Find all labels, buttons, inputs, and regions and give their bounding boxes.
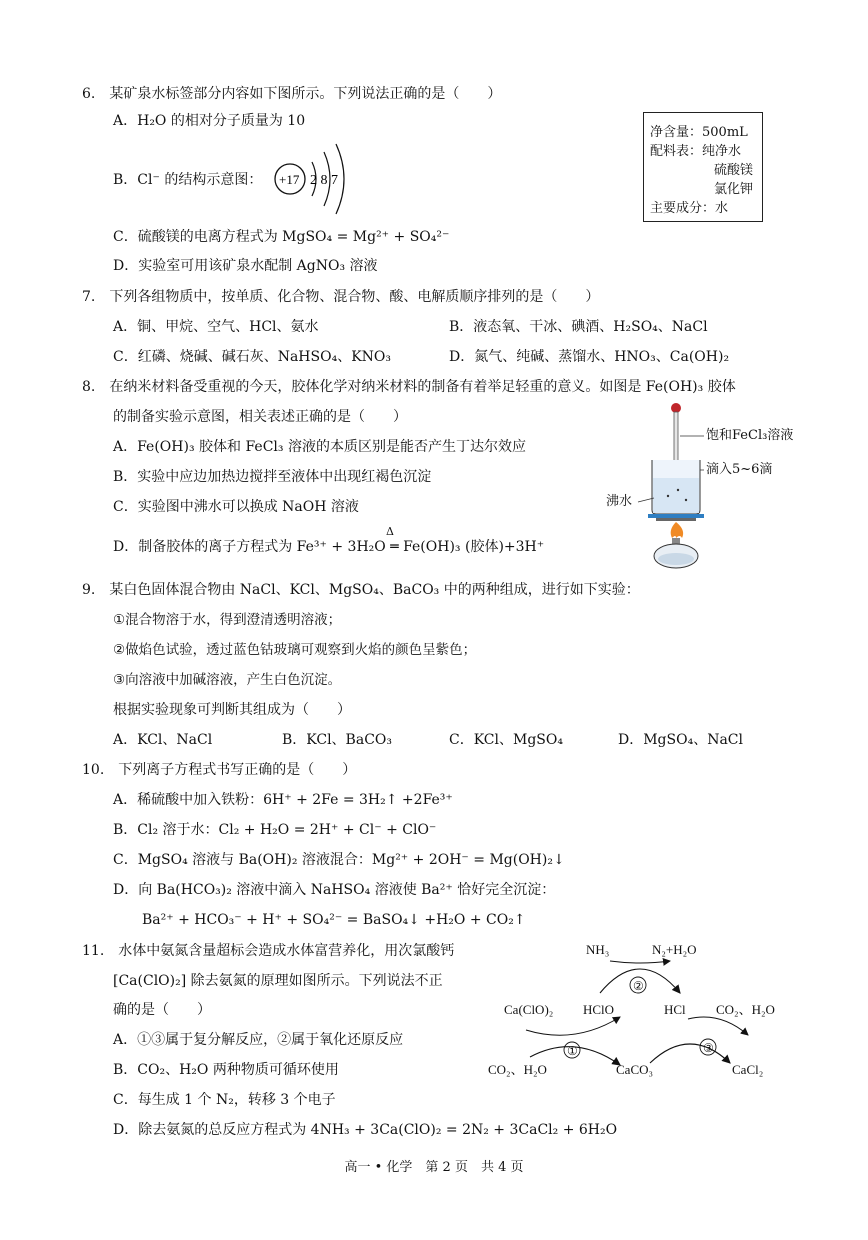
q10-option-a: A．稀硫酸中加入铁粉：6H⁺ + 2Fe = 3H₂↑ +2Fe³⁺ (113, 792, 453, 808)
figure-label-boiling-water: 沸水 (606, 494, 633, 509)
nucleus-charge: +17 (279, 172, 300, 187)
q9-step-3: ③向溶液中加碱溶液，产生白色沉淀。 (113, 672, 342, 688)
q7-option-c: C．红磷、烧碱、碱石灰、NaHSO₄、KNO₃ (113, 349, 391, 365)
q10-option-b: B．Cl₂ 溶于水：Cl₂ + H₂O = 2H⁺ + Cl⁻ + ClO⁻ (113, 822, 437, 838)
q8-option-c: C．实验图中沸水可以换成 NaOH 溶液 (113, 499, 359, 515)
label-line-2: 配料表：纯净水 (650, 144, 742, 159)
q8-stem-line2: 的制备实验示意图，相关表述正确的是（ ） (113, 409, 407, 425)
q10-option-d: D．向 Ba(HCO₃)₂ 溶液中滴入 NaHSO₄ 溶液使 Ba²⁺ 恰好完全沉淀： (113, 882, 556, 898)
q9-ask: 根据实验现象可判断其组成为（ ） (113, 702, 351, 718)
q11-option-d: D．除去氨氮的总反应方程式为 4NH₃ + 3Ca(ClO)₂ = 2N₂ + 3CaCl₂ + 6H₂O (113, 1122, 618, 1138)
diagram-co2-h2o-left: CO₂、H₂O (488, 1062, 547, 1077)
q11-option-c: C．每生成 1 个 N₂，转移 3 个电子 (113, 1092, 336, 1108)
q10-stem: 10. 下列离子方程式书写正确的是（ ） (82, 762, 357, 778)
diagram-cacl2: CaCl₂ (732, 1062, 764, 1077)
diagram-caco3: CaCO₃ (616, 1062, 654, 1077)
q7-stem: 7. 下列各组物质中，按单质、化合物、混合物、酸、电解质顺序排列的是（ ） (82, 289, 600, 305)
mineral-water-label (643, 112, 763, 222)
figure-label-drops: 滴入5~6滴 (706, 462, 773, 477)
q9-option-c: C．KCl、MgSO₄ (449, 732, 563, 748)
diagram-n2-h2o: N₂+H₂O (652, 942, 697, 957)
diagram-nh3: NH₃ (586, 942, 610, 957)
q10-option-c: C．MgSO₄ 溶液与 Ba(OH)₂ 溶液混合：Mg²⁺ + 2OH⁻ = Mg(OH)₂↓ (113, 852, 565, 868)
heating-delta: Δ (386, 525, 394, 538)
q9-step-1: ①混合物溶于水，得到澄清透明溶液； (113, 612, 342, 628)
q7-option-d: D．氮气、纯碱、蒸馏水、HNO₃、Ca(OH)₂ (449, 349, 730, 365)
diagram-step-1: ① (567, 1044, 578, 1058)
q6-option-b: B．Cl⁻ 的结构示意图： (113, 172, 263, 188)
q9-option-d: D．MgSO₄、NaCl (618, 732, 743, 748)
q6-option-d: D．实验室可用该矿泉水配制 AgNO₃ 溶液 (113, 258, 378, 274)
label-line-5: 主要成分：水 (650, 201, 729, 216)
diagram-step-2: ② (633, 979, 644, 993)
q10-option-d-equation: Ba²⁺ + HCO₃⁻ + H⁺ + SO₄²⁻ = BaSO₄↓ +H₂O + CO₂↑ (142, 912, 526, 928)
chloride-structure-diagram (272, 140, 362, 218)
label-line-1: 净含量：500mL (650, 125, 748, 140)
colloid-apparatus-figure (612, 398, 812, 573)
q9-option-b: B．KCl、BaCO₃ (282, 732, 392, 748)
q7-option-a: A．铜、甲烷、空气、HCl、氨水 (113, 319, 319, 335)
diagram-step-3: ③ (703, 1041, 714, 1055)
diagram-ca-clo2: Ca(ClO)₂ (504, 1002, 554, 1017)
q11-option-a: A．①③属于复分解反应，②属于氧化还原反应 (113, 1032, 404, 1048)
q6-stem: 6. 某矿泉水标签部分内容如下图所示。下列说法正确的是（ ） (82, 86, 502, 102)
electron-shells: 2 8 7 (310, 173, 338, 188)
q8-option-a: A．Fe(OH)₃ 胶体和 FeCl₃ 溶液的本质区别是能否产生丁达尔效应 (113, 439, 526, 455)
q11-option-b: B．CO₂、H₂O 两种物质可循环使用 (113, 1062, 339, 1078)
q11-stem-line2: [Ca(ClO)₂] 除去氨氮的原理如图所示。下列说法不正 (113, 973, 443, 989)
q8-stem-line1: 8. 在纳米材料备受重视的今天，胶体化学对纳米材料的制备有着举足轻重的意义。如图是 Fe(OH)₃ 胶体 (82, 379, 736, 395)
q6-option-c: C．硫酸镁的电离方程式为 MgSO₄ = Mg²⁺ + SO₄²⁻ (113, 229, 450, 245)
figure-label-fecl3: 饱和FeCl₃溶液 (706, 428, 794, 443)
q11-stem-line1: 11. 水体中氨氮含量超标会造成水体富营养化，用次氯酸钙 (82, 943, 455, 959)
q8-option-d: D．制备胶体的离子方程式为 Fe³⁺ + 3H₂O ═ Fe(OH)₃ (胶体)+3H⁺ (113, 539, 545, 555)
q9-step-2: ②做焰色试验，透过蓝色钴玻璃可观察到火焰的颜色呈紫色； (113, 642, 477, 658)
diagram-co2-h2o-right: CO₂、H₂O (716, 1002, 775, 1017)
q9-option-a: A．KCl、NaCl (113, 732, 213, 748)
q7-option-b: B．液态氧、干冰、碘酒、H₂SO₄、NaCl (449, 319, 708, 335)
page-footer: 高一 • 化学 第 2 页 共 4 页 (344, 1160, 524, 1175)
diagram-hclo: HClO (583, 1002, 615, 1017)
diagram-hcl: HCl (664, 1002, 686, 1017)
q8-option-b: B．实验中应边加热边搅拌至液体中出现红褐色沉淀 (113, 469, 432, 485)
q6-option-a: A．H₂O 的相对分子质量为 10 (113, 113, 306, 129)
label-line-4: 氯化钾 (714, 182, 754, 197)
q9-stem: 9. 某白色固体混合物由 NaCl、KCl、MgSO₄、BaCO₃ 中的两种组成，进行如下实验： (82, 582, 640, 598)
q11-stem-line3: 确的是（ ） (113, 1002, 211, 1018)
label-line-3: 硫酸镁 (714, 163, 754, 178)
